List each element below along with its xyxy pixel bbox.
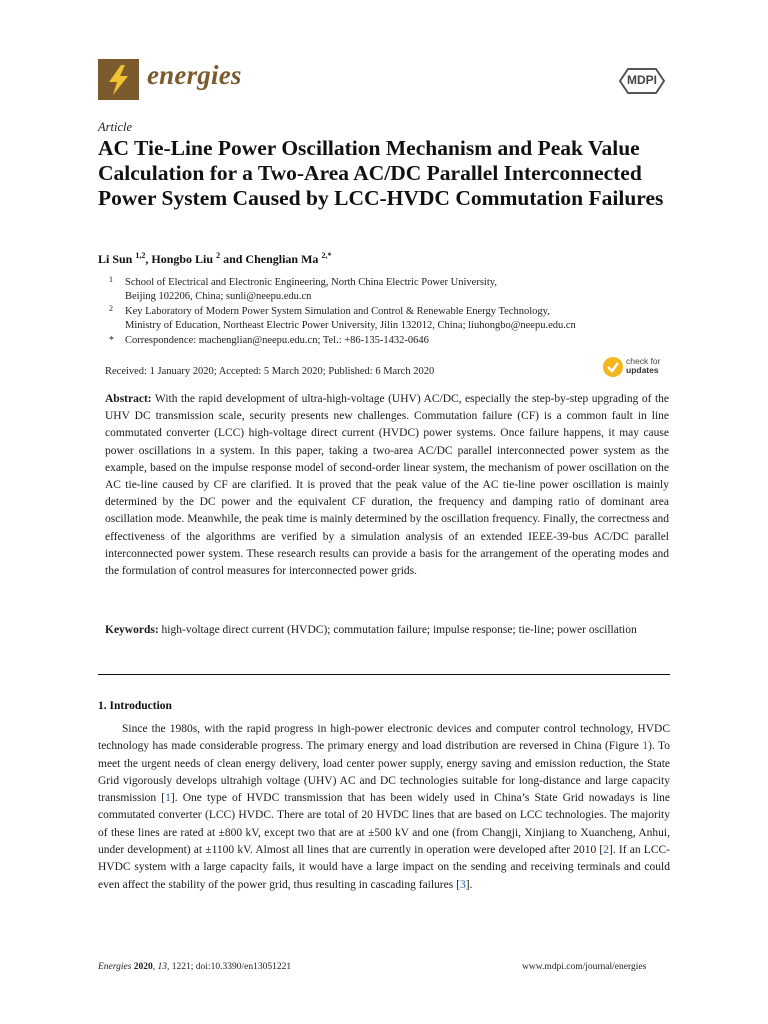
affiliation-2 xyxy=(109,304,576,333)
publisher-name: MDPI xyxy=(627,73,657,87)
citation-link[interactable]: 3 xyxy=(459,878,466,891)
lightning-bolt-icon xyxy=(98,59,139,100)
footer-year: 2020 xyxy=(133,962,153,972)
affiliation-mark: 1 xyxy=(109,275,113,284)
footer-journal: Energies xyxy=(98,962,132,972)
correspondence-line: Correspondence: machenglian@neepu.edu.cn; Tel.: +86-135-1432-0646 xyxy=(125,335,429,346)
check-updates-label xyxy=(626,357,661,375)
publication-dates: Received: 1 January 2020; Accepted: 5 March 2020; Published: 6 March 2020 xyxy=(105,366,435,377)
abstract-label: Abstract: xyxy=(105,393,152,405)
author-list xyxy=(98,251,331,267)
mdpi-logo xyxy=(614,66,670,96)
affiliation-line: Beijing 102206, China; sunli@neepu.edu.cn xyxy=(125,291,312,302)
article-type: Article xyxy=(98,120,133,134)
affiliation-line: Ministry of Education, Northeast Electric Power University, Jilin 132012, China; liuhongbo@neepu.edu.cn xyxy=(125,320,576,331)
author-name: Hongbo Liu xyxy=(151,252,214,266)
affiliation-line: School of Electrical and Electronic Engineering, North China Electric Power University, xyxy=(125,277,497,288)
figure-link[interactable]: 1 xyxy=(642,740,649,753)
author-name: Li Sun xyxy=(98,252,133,266)
check-updates-line1: check for xyxy=(626,356,661,366)
abstract xyxy=(105,391,669,580)
citation-link[interactable]: 1 xyxy=(165,792,171,805)
abstract-text: With the rapid development of ultra-high-voltage (UHV) AC/DC, especially the step-by-step upgrading of the UHV DC transmission scale, security presents new challenges. Commutation failure (CF) is a common fault in line commutated converter (LCC) high-voltage direct current (HVDC) power systems. Once failure happens, it may cause power oscillations in a system. In this paper, taking a two-area AC/DC parallel interconnected power system as the example, based on the impulse response model of second-order linear system, the mechanism of power oscillation on the AC tie-line caused by CF are clarified. It is proved that the peak value of the AC tie-line power oscillation is mainly determined by the DC power and the equivalent CF duration, the frequency and damping ratio of dominant area oscillation mode. Meanwhile, the peak time is mainly determined by the oscillation frequency. Finally, the correctness and effectiveness of the algorithms are verified by a simulation analysis of an extended IEEE-39-bus AC/DC parallel interconnected power system. These research results can provide a basis for the arrangement of the operating modes and the formulation of control measures for interconnected power grids. xyxy=(105,393,670,578)
check-for-updates-badge[interactable] xyxy=(602,354,672,380)
citation-link[interactable]: 2 xyxy=(603,844,610,857)
introduction-paragraph xyxy=(98,721,670,894)
affiliation-1 xyxy=(109,275,497,304)
author-affiliation-mark: 1,2 xyxy=(135,251,146,260)
body-text-segment: ]. xyxy=(465,878,473,891)
affiliation-mark: * xyxy=(109,335,114,346)
keywords xyxy=(105,621,669,639)
body-text-segment: Since the 1980s, with the rapid progress in high-power electronic devices and computer control technology, HVDC technology has made considerable progress. The primary energy and load distribution are reversed in China (Figure xyxy=(98,723,670,753)
footer-doi: , 1221; doi:10.3390/en13051221 xyxy=(167,962,292,972)
journal-logo xyxy=(98,59,139,100)
author-affiliation-mark: 2,* xyxy=(321,251,332,260)
affiliation-line: Key Laboratory of Modern Power System Simulation and Control & Renewable Energy Technology, xyxy=(125,306,550,317)
body-text-segment: ]. If an LCC-HVDC system with a large capacity fails, it would have a large impact on the sending and receiving terminals and could even affect the stability of the power grid, thus resulting in cascading failures [ xyxy=(98,844,670,891)
section-divider xyxy=(98,674,670,675)
footer-volume: 13 xyxy=(157,962,168,972)
author-separator: and xyxy=(220,252,246,266)
body-text-segment: ]. One type of HVDC transmission that has been widely used in China’s State Grid nowadays is line commutated converter (LCC) HVDC. There are total of 20 HVDC lines that are based on LCC technologies. The majority of these lines are rated at ±800 kV, except two that are at ±500 kV and one (from Changji, Xinjiang to Xuancheng, Anhui, under development) at ±1100 kV. Almost all lines that are currently in operation were developed after 2010 [ xyxy=(98,792,670,857)
section-heading: 1. Introduction xyxy=(98,700,172,712)
article-title: AC Tie-Line Power Oscillation Mechanism and Peak Value Calculation for a Two-Area AC/DC Parallel Interconnected Power System Caused by LCC-HVDC Commutation Failures xyxy=(98,136,664,210)
author-separator: , xyxy=(145,252,152,266)
keywords-label: Keywords: xyxy=(105,624,159,636)
check-updates-line2: updates xyxy=(626,365,659,375)
author-name: Chenglian Ma xyxy=(245,252,319,266)
check-updates-icon xyxy=(602,356,624,378)
author-affiliation-mark: 2 xyxy=(216,251,221,260)
journal-name: energies xyxy=(147,60,242,90)
keywords-text: high-voltage direct current (HVDC); commutation failure; impulse response; tie-line; power oscillation xyxy=(161,624,637,636)
footer-url[interactable]: www.mdpi.com/journal/energies xyxy=(522,962,647,972)
footer-citation: Energies 2020, 13, 1221; doi:10.3390/en13051221 xyxy=(98,962,292,972)
correspondence xyxy=(109,334,429,348)
affiliation-mark: 2 xyxy=(109,304,113,313)
body-text-segment: ). To meet the urgent needs of clean energy delivery, load center power supply, energy saving and emission reduction, the State Grid vigorously develops ultrahigh voltage (UHV) AC and DC technologies suitable for long-distance and large capacity transmission [ xyxy=(98,740,670,805)
